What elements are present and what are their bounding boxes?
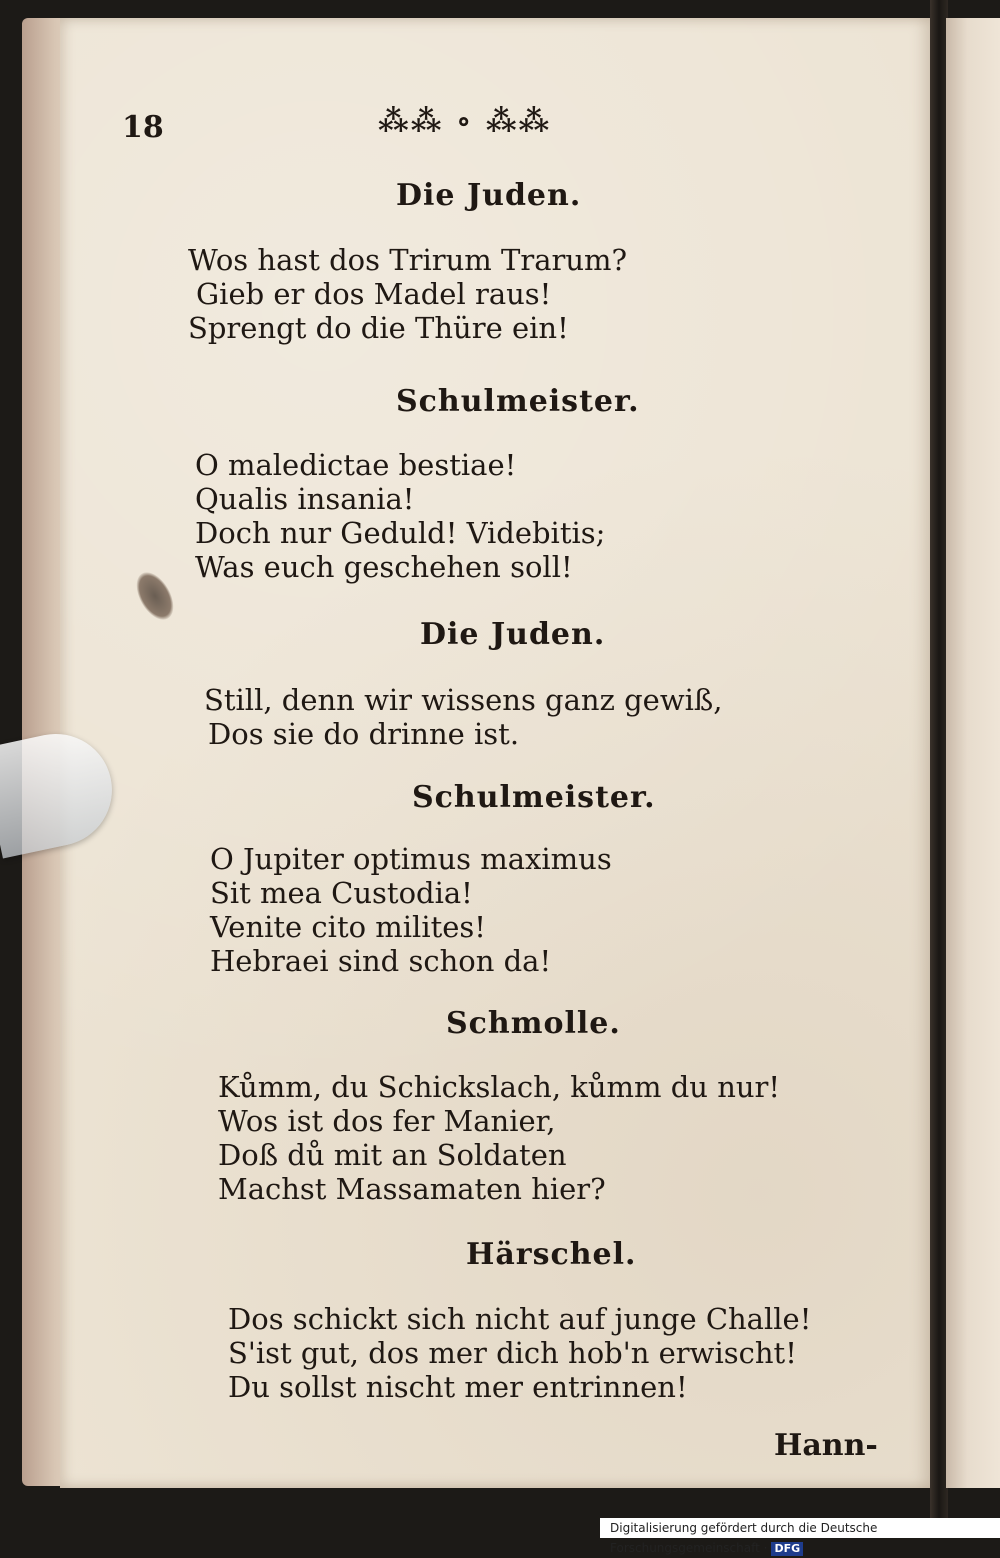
verse-line: Wos hast dos Trirum Trarum?	[188, 243, 628, 277]
page-number: 18	[122, 110, 164, 145]
speaker-heading: Die Juden.	[396, 178, 582, 213]
verse-line: Du sollst nischt mer entrinnen!	[228, 1370, 688, 1404]
verse-line: Doch nur Geduld! Videbitis;	[195, 516, 606, 550]
verse-line: Dos sie do drinne ist.	[208, 717, 520, 751]
digitization-credit	[600, 1518, 1000, 1555]
speaker-heading: Schmolle.	[446, 1006, 621, 1041]
verse-stanza	[204, 683, 723, 751]
catchword: Hann-	[774, 1428, 878, 1463]
verse-line: Wos ist dos fer Manier,	[218, 1104, 556, 1138]
verse-stanza	[188, 243, 627, 345]
verse-line: Hebraei sind schon da!	[210, 944, 552, 978]
speaker-heading: Schulmeister.	[396, 384, 640, 419]
header-ornament: ⁂⁂ ∘ ⁂⁂	[378, 104, 552, 139]
verse-stanza	[195, 448, 605, 584]
verse-line: Dos schickt sich nicht auf junge Challe!	[228, 1302, 812, 1336]
dfg-logo: DFG	[771, 1542, 803, 1556]
verse-stanza	[218, 1070, 780, 1206]
verse-line: Gieb er dos Madel raus!	[196, 277, 552, 311]
verse-line: Doß dů mit an Soldaten	[218, 1138, 567, 1172]
verse-stanza	[210, 842, 612, 978]
facing-page-edge	[946, 18, 1000, 1488]
verse-line: Machst Massamaten hier?	[218, 1172, 606, 1206]
speaker-heading: Härschel.	[466, 1237, 637, 1272]
credit-text: Digitalisierung gefördert durch die Deutsche Forschungsgemeinschaft ·	[610, 1521, 878, 1555]
verse-line: Qualis insania!	[195, 482, 415, 516]
verse-stanza	[228, 1302, 811, 1404]
verse-line: Kůmm, du Schickslach, kůmm du nur!	[218, 1070, 781, 1104]
speaker-heading: Die Juden.	[420, 617, 606, 652]
verse-line: S'ist gut, dos mer dich hob'n erwischt!	[228, 1336, 797, 1370]
verse-line: Still, denn wir wissens ganz gewiß,	[204, 683, 723, 717]
verse-line: Was euch geschehen soll!	[195, 550, 573, 584]
verse-line: O Jupiter optimus maximus	[210, 842, 612, 876]
verse-line: O maledictae bestiae!	[195, 448, 517, 482]
verse-line: Venite cito milites!	[210, 910, 486, 944]
verse-line: Sit mea Custodia!	[210, 876, 473, 910]
speaker-heading: Schulmeister.	[412, 780, 656, 815]
verse-line: Sprengt do die Thüre ein!	[188, 311, 569, 345]
